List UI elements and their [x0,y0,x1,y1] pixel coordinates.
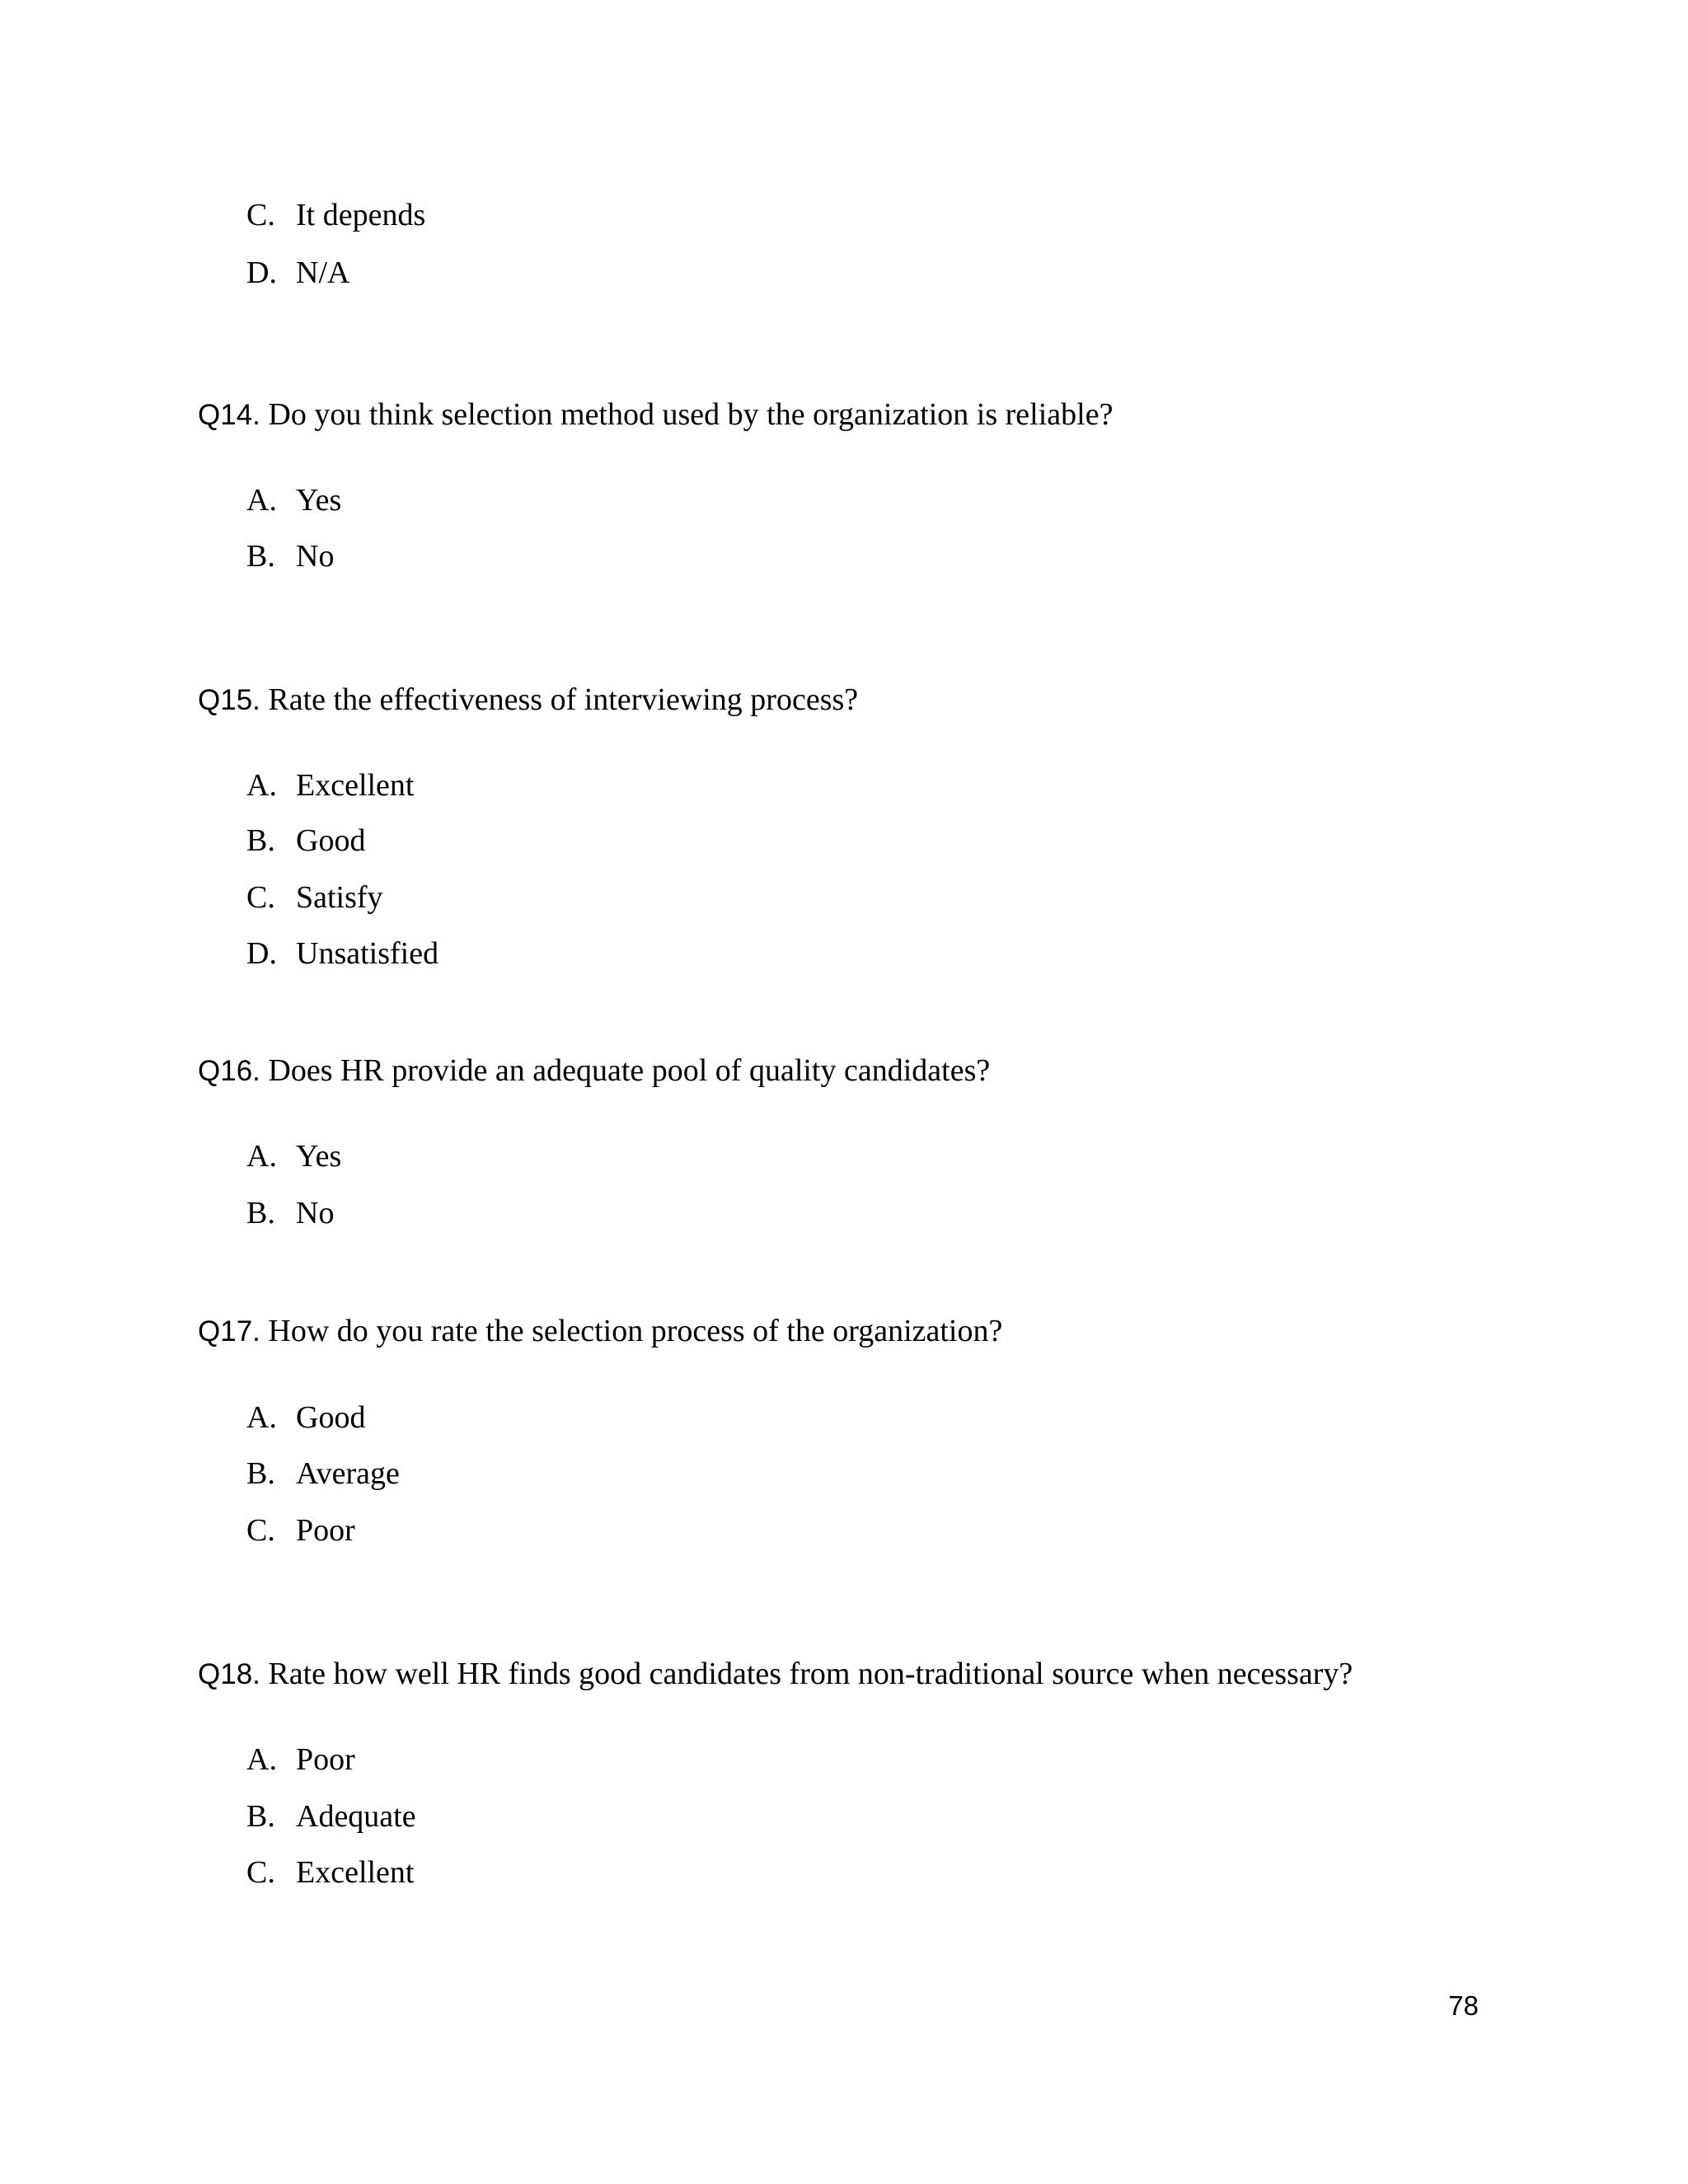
question-text: How do you rate the selection process of the organization? [268,1314,1003,1348]
option-text: Satisfy [296,880,383,915]
option-item [246,1141,341,1172]
option-item [246,1515,355,1546]
option-letter: D. [246,936,277,971]
option-letter: B. [246,539,275,574]
option-item [246,1801,416,1832]
option-letter: C. [246,1513,275,1548]
option-text: Good [296,823,366,858]
question-number: Q14. [198,399,260,431]
option-item [246,1197,334,1229]
option-text: Unsatisfied [296,936,439,971]
option-letter: A. [246,1742,277,1777]
option-text: Poor [296,1513,355,1548]
option-text: Good [296,1400,366,1435]
option-item [246,770,414,801]
option-text: It depends [296,198,426,232]
option-text: No [296,539,335,574]
option-text: Adequate [296,1799,416,1834]
option-text: Yes [296,1139,342,1174]
question-text: Rate the effectiveness of interviewing process? [268,682,859,717]
option-text: N/A [296,255,350,290]
option-letter: A. [246,483,277,518]
page-number: 78 [1448,1990,1479,2021]
question-number: Q18. [198,1658,260,1690]
option-letter: B. [246,823,275,858]
option-item [246,938,438,969]
option-letter: B. [246,1799,275,1834]
question-number: Q16. [198,1055,260,1087]
option-letter: A. [246,1139,277,1174]
option-text: Average [296,1456,400,1491]
option-letter: C. [246,198,275,232]
option-text: No [296,1196,335,1230]
question-text: Does HR provide an adequate pool of quality candidates? [268,1053,991,1088]
option-item [246,825,365,856]
question-text: Do you think selection method used by the organization is reliable? [268,397,1114,432]
question-q14 [198,399,1113,430]
question-text: Rate how well HR finds good candidates from non-traditional source when necessary? [268,1657,1353,1691]
question-number: Q17. [198,1315,260,1347]
option-item [246,1402,365,1433]
option-item [246,1744,355,1775]
option-text: Excellent [296,1855,415,1890]
option-text: Poor [296,1742,355,1777]
option-item [246,257,349,288]
option-item [246,882,383,913]
question-number: Q15. [198,684,260,716]
option-letter: C. [246,880,275,915]
option-text: Excellent [296,768,415,803]
option-item [246,485,341,516]
question-q15 [198,684,858,715]
option-letter: B. [246,1196,275,1230]
option-letter: A. [246,768,277,803]
option-item [246,1458,400,1489]
option-item [246,1857,414,1888]
option-letter: B. [246,1456,275,1491]
option-letter: D. [246,255,277,290]
option-item [246,199,425,231]
question-q16 [198,1055,990,1086]
option-letter: C. [246,1855,275,1890]
option-text: Yes [296,483,342,518]
option-item [246,541,334,572]
option-letter: A. [246,1400,277,1435]
question-q17 [198,1315,1002,1347]
question-q18 [198,1658,1353,1690]
